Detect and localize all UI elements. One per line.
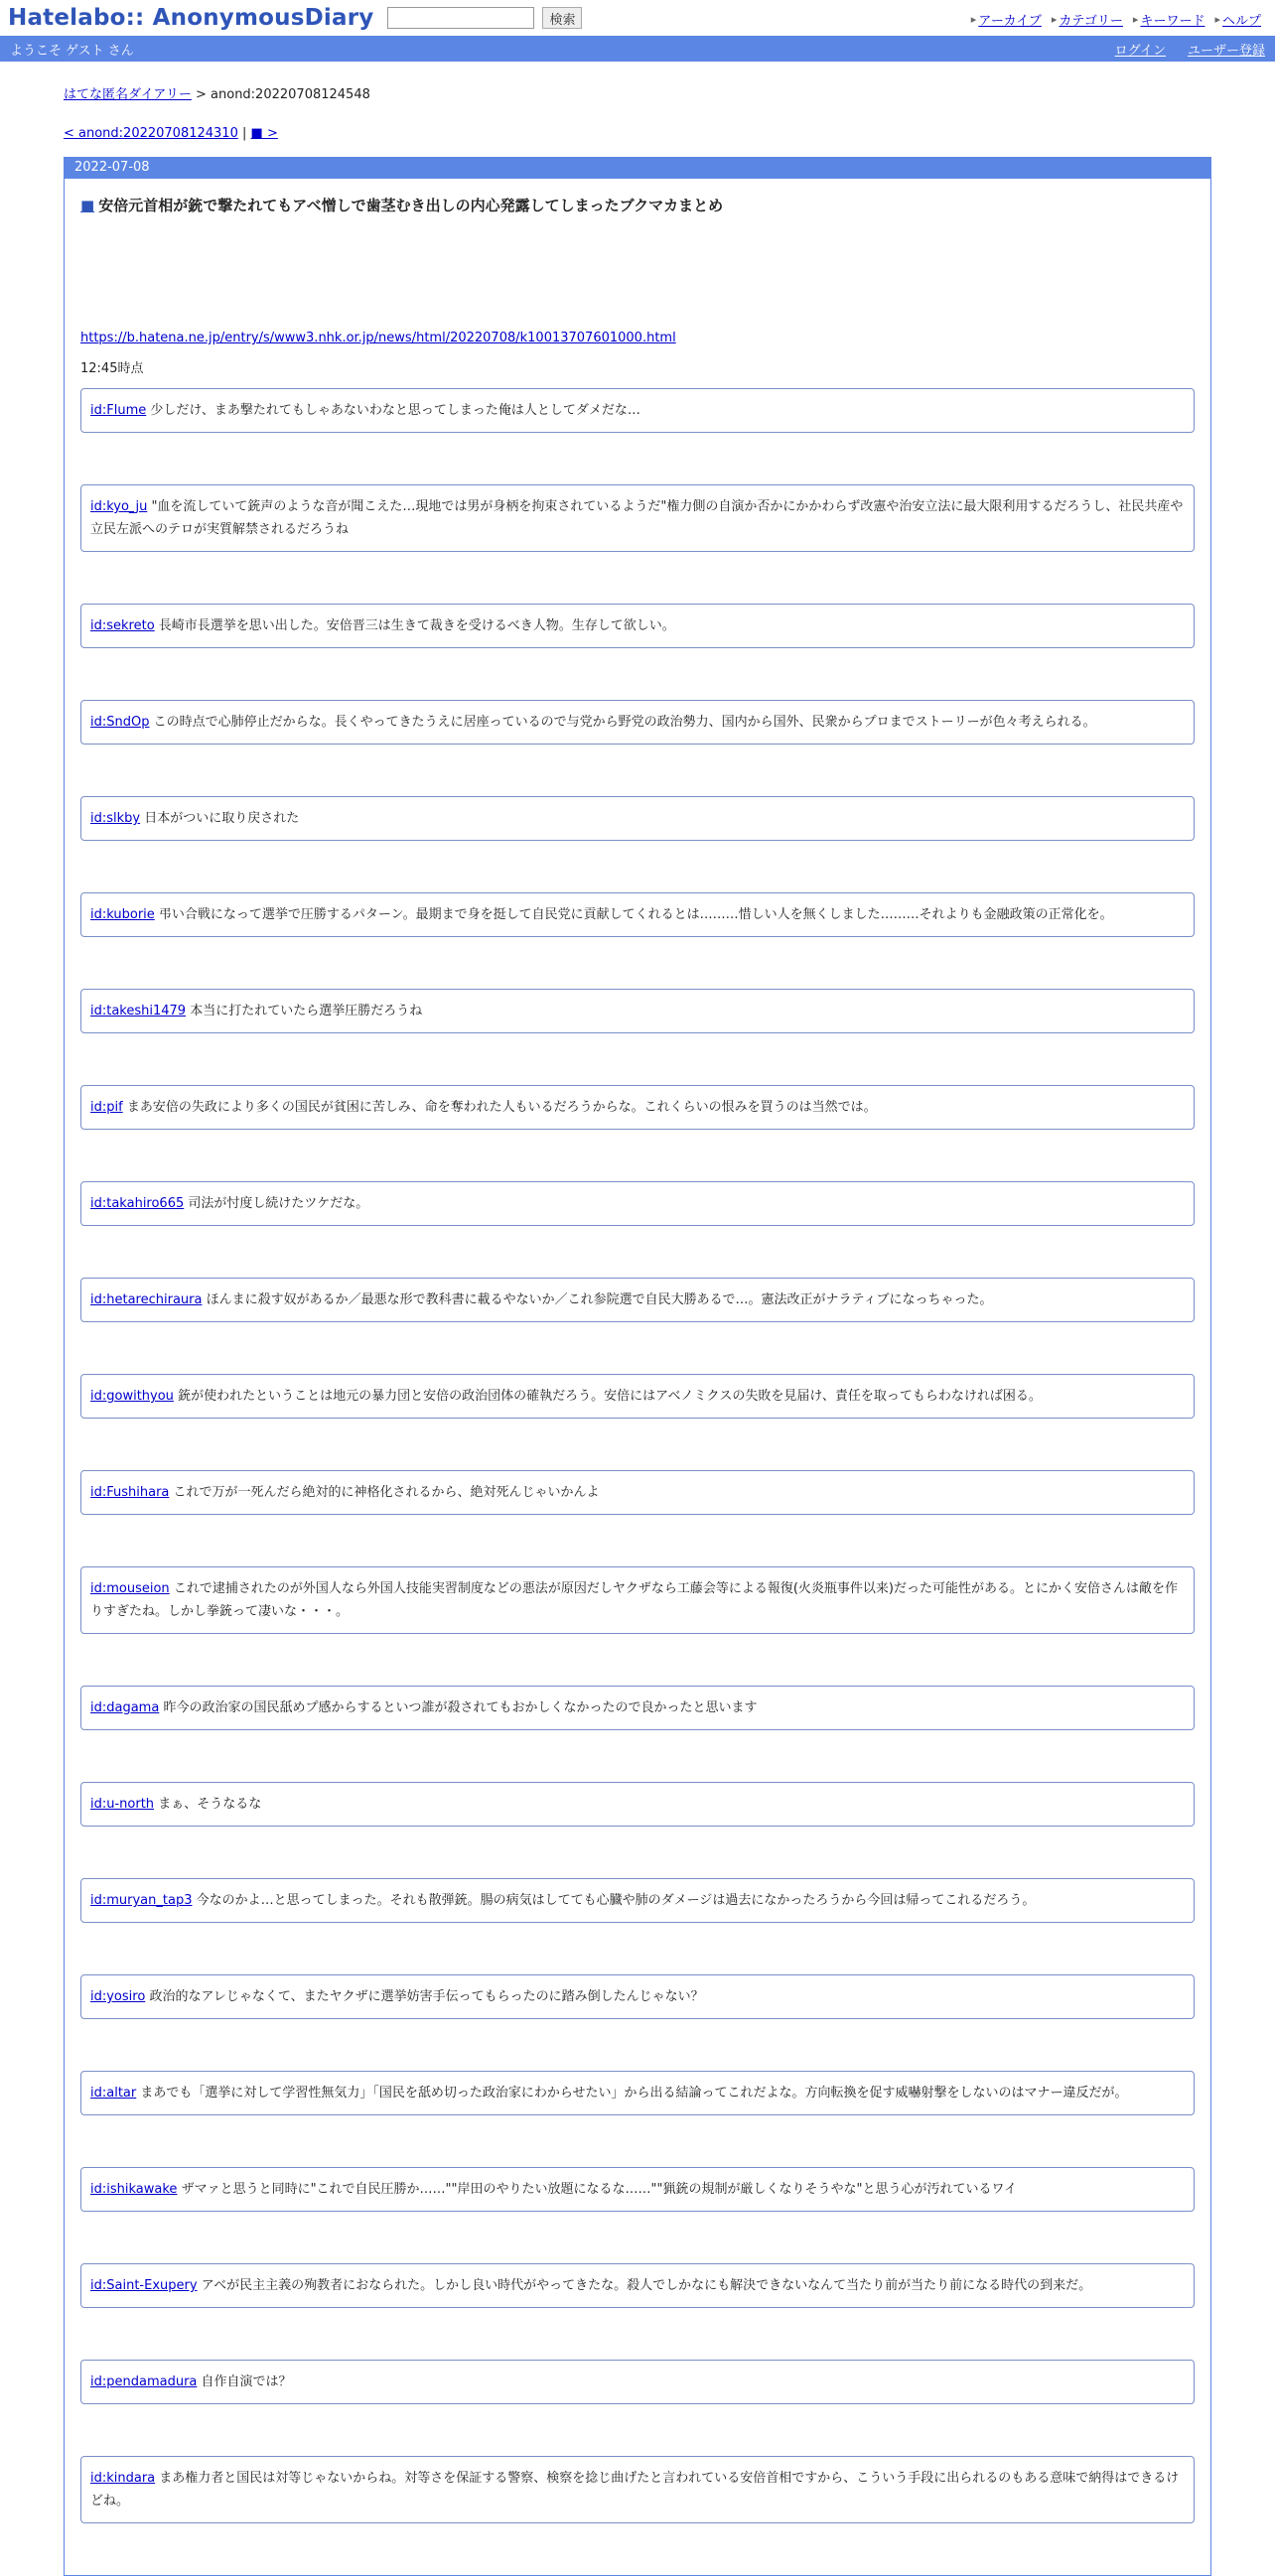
chevron-right-icon: ▸	[1051, 13, 1058, 26]
comment-item	[80, 1878, 1195, 1923]
comment-item	[80, 1974, 1195, 2019]
breadcrumb-home-link[interactable]: はてな匿名ダイアリー	[64, 87, 192, 102]
top-links	[971, 10, 1261, 29]
chevron-right-icon: ▸	[1132, 13, 1139, 26]
search-input[interactable]	[387, 7, 534, 29]
comment-user-link[interactable]: id:altar	[90, 2086, 137, 2101]
comment-text: ほんまに殺す奴があるか／最悪な形で教科書に載るやないか／これ参院選で自民大勝あるで…。憲法改正がナラティブになっちゃった。	[206, 1292, 993, 1307]
category-link[interactable]: カテゴリー	[1059, 14, 1123, 29]
comment-text: アベが民主主義の殉教者におなられた。しかし良い時代がやってきたな。殺人でしかなにも解決できないなんて当たり前が当たり前になる時代の到来だ。	[201, 2278, 1092, 2293]
comment-user-link[interactable]: id:mouseion	[90, 1581, 170, 1596]
comment-user-link[interactable]: id:kyo_ju	[90, 499, 148, 514]
day-date: 2022-07-08	[65, 157, 1210, 179]
comment-user-link[interactable]: id:SndOp	[90, 715, 150, 730]
nav-separator: |	[242, 126, 247, 141]
comment-text: まぁ、そうなるな	[158, 1797, 262, 1812]
prev-entry-link[interactable]: < anond:20220708124310	[64, 126, 238, 141]
top-link-archive[interactable]	[971, 10, 1042, 29]
top-link-help[interactable]	[1214, 10, 1261, 29]
entry-navigation	[64, 126, 1211, 141]
comment-text: 弔い合戦になって選挙で圧勝するパターン。最期まで身を挺して自民党に貢献してくれるとは………惜しい人を無くしました………それよりも金融政策の正常化を。	[158, 907, 1113, 922]
comment-item	[80, 1686, 1195, 1730]
comment-text: 司法が忖度し続けたツケだな。	[188, 1196, 369, 1211]
welcome-text: ようこそ ゲスト さん	[10, 43, 134, 59]
next-entry-link[interactable]: ■ >	[250, 126, 278, 141]
comment-user-link[interactable]: id:gowithyou	[90, 1389, 174, 1404]
comment-item	[80, 1566, 1195, 1634]
comment-item	[80, 604, 1195, 648]
comment-text: まあ権力者と国民は対等じゃないからね。対等さを保証する警察、検察を捻じ曲げたと言われている安倍首相ですから、こういう手段に出られるのもある意味で納得はできるけどね。	[90, 2471, 1180, 2508]
comment-user-link[interactable]: id:kuborie	[90, 907, 155, 922]
comment-text: まあ安倍の失政により多くの国民が貧困に苦しみ、命を奪われた人もいるだろうからな。これくらいの恨みを買うのは当然では。	[126, 1100, 877, 1115]
comment-user-link[interactable]: id:Fushihara	[90, 1485, 170, 1500]
comment-text: "血を流していて銃声のような音が聞こえた…現地では男が身柄を拘束されているようだ"権力側の自演か否かにかかわらず改憲や治安立法に最大限利用するだろうし、社民共産や立民左派へのテロが実質解禁されるだろうね	[90, 499, 1184, 537]
site-logo[interactable]: Hatelabo:: AnonymousDiary	[8, 5, 374, 31]
day-section	[64, 157, 1211, 2576]
comment-text: 政治的なアレじゃなくて、またヤクザに選挙妨害手伝ってもらったのに踏み倒したんじゃない？	[149, 1989, 704, 2004]
comment-user-link[interactable]: id:dagama	[90, 1700, 160, 1715]
comment-user-link[interactable]: id:yosiro	[90, 1989, 146, 2004]
comment-text: 長崎市長選挙を思い出した。安倍晋三は生きて裁きを受けるべき人物。生存して欲しい。	[158, 618, 675, 633]
source-url-line	[80, 331, 1195, 345]
auth-links	[1115, 40, 1265, 59]
comment-text: 昨今の政治家の国民舐めプ感からするといつ誰が殺されてもおかしくなかったので良かったと思います	[163, 1700, 758, 1715]
chevron-right-icon: ▸	[1214, 13, 1220, 26]
keyword-link[interactable]: キーワード	[1140, 14, 1205, 29]
top-link-keyword[interactable]	[1133, 10, 1205, 29]
comment-item	[80, 2456, 1195, 2523]
comment-text: 日本がついに取り戻された	[144, 811, 300, 826]
archive-link[interactable]: アーカイブ	[978, 14, 1042, 29]
comment-list	[80, 388, 1195, 2523]
comment-user-link[interactable]: id:takahiro665	[90, 1196, 185, 1211]
chevron-right-icon: ▸	[970, 13, 977, 26]
breadcrumb-current: anond:20220708124548	[211, 87, 370, 102]
comment-user-link[interactable]: id:Saint-Exupery	[90, 2278, 198, 2293]
comment-item	[80, 796, 1195, 841]
breadcrumb-separator: >	[195, 87, 207, 102]
entry-title	[80, 195, 1195, 215]
comment-user-link[interactable]: id:u-north	[90, 1797, 155, 1812]
comment-item	[80, 1782, 1195, 1827]
comment-item	[80, 2167, 1195, 2212]
entry-spacer	[80, 215, 1195, 331]
comment-item	[80, 2263, 1195, 2308]
comment-text: これで万が一死んだら絶対的に神格化されるから、絶対死んじゃいかんよ	[173, 1485, 600, 1500]
comment-item	[80, 2071, 1195, 2115]
comment-item	[80, 1374, 1195, 1419]
comment-user-link[interactable]: id:takeshi1479	[90, 1004, 187, 1018]
comment-user-link[interactable]: id:hetarechiraura	[90, 1292, 203, 1307]
register-link[interactable]: ユーザー登録	[1187, 43, 1265, 59]
comment-item	[80, 989, 1195, 1033]
comment-user-link[interactable]: id:kindara	[90, 2471, 156, 2486]
comment-item	[80, 1085, 1195, 1130]
user-bar	[0, 36, 1275, 62]
comment-text: これで逮捕されたのが外国人なら外国人技能実習制度などの悪法が原因だしヤクザなら工藤会等による報復(火炎瓶事件以来)だった可能性がある。とにかく安倍さんは敵を作りすぎたね。しかし拳銃って凄いな・・・。	[90, 1581, 1178, 1619]
comment-item	[80, 892, 1195, 937]
comment-text: 少しだけ、まあ撃たれてもしゃあないわなと思ってしまった俺は人としてダメだな…	[150, 403, 640, 418]
entry-title-text: 安倍元首相が銃で撃たれてもアベ憎しで歯茎むき出しの内心発露してしまったブクマカまとめ	[98, 197, 724, 214]
comment-text: ザマァと思うと同時に"これで自民圧勝か……""岸田のやりたい放題になるな……""猟銃の規制が厳しくなりそうやな"と思う心が汚れているワイ	[181, 2182, 1018, 2197]
comment-user-link[interactable]: id:ishikawake	[90, 2182, 178, 2197]
day-body	[65, 179, 1210, 2523]
comment-item	[80, 484, 1195, 552]
comment-item	[80, 1181, 1195, 1226]
source-url-link[interactable]: https://b.hatena.ne.jp/entry/s/www3.nhk.or.jp/news/html/20220708/k10013707601000.html	[80, 331, 676, 345]
comment-item	[80, 2360, 1195, 2404]
comment-item	[80, 388, 1195, 433]
comment-item	[80, 1470, 1195, 1515]
top-link-category[interactable]	[1052, 10, 1123, 29]
breadcrumb	[64, 83, 1211, 102]
top-bar	[0, 0, 1275, 36]
comment-text: まあでも「選挙に対して学習性無気力」「国民を舐め切った政治家にわからせたい」から出る結論ってこれだよな。方向転換を促す威嚇射撃をしないのはマナー違反だが。	[140, 2086, 1128, 2101]
help-link[interactable]: ヘルプ	[1221, 14, 1261, 29]
entry-permalink[interactable]: ■	[80, 197, 95, 214]
comment-item	[80, 1278, 1195, 1322]
comment-user-link[interactable]: id:Flume	[90, 403, 147, 418]
comment-user-link[interactable]: id:sekreto	[90, 618, 155, 633]
comment-user-link[interactable]: id:pendamadura	[90, 2374, 198, 2389]
comment-text: 今なのかよ…と思ってしまった。それも散弾銃。腸の病気はしてても心臓や肺のダメージは過去になかったろうから今回は帰ってこれるだろう。	[196, 1893, 1036, 1908]
comment-user-link[interactable]: id:muryan_tap3	[90, 1893, 193, 1908]
main-content	[64, 83, 1211, 2576]
comment-text: 自作自演では？	[201, 2374, 292, 2389]
login-link[interactable]: ログイン	[1114, 43, 1166, 59]
comment-text: この時点で心肺停止だからな。長くやってきたうえに居座っているので与党から野党の政治勢力、国内から国外、民衆からプロまでストーリーが色々考えられる。	[153, 715, 1096, 730]
comment-user-link[interactable]: id:slkby	[90, 811, 141, 826]
comment-user-link[interactable]: id:pif	[90, 1100, 123, 1115]
comment-text: 本当に打たれていたら選挙圧勝だろうね	[190, 1004, 423, 1018]
snapshot-time: 12:45時点	[80, 361, 144, 376]
comment-item	[80, 700, 1195, 745]
search-button[interactable]: 検索	[542, 7, 582, 29]
comment-text: 銃が使われたということは地元の暴力団と安倍の政治団体の確執だろう。安倍にはアベノミクスの失敗を見届け、責任を取ってもらわなければ困る。	[178, 1389, 1042, 1404]
